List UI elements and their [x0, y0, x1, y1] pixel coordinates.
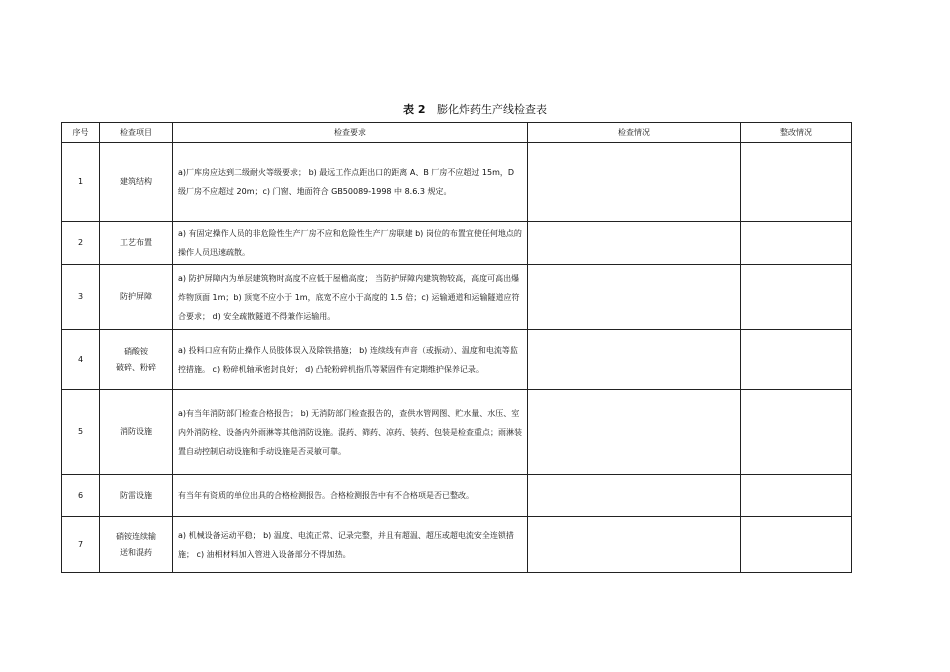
row-rectification — [741, 475, 852, 517]
table-row — [62, 475, 852, 517]
row-index: 1 — [62, 143, 100, 222]
row-status — [528, 222, 741, 265]
row-requirement: a)厂库房应达到二级耐火等级要求； b) 最远工作点距出口的距离 A、B 厂房不应超过 15m，D 级厂房不应超过 20m；c) 门窗、地面符合 GB50089-1998 中 8.6.3 规定。 — [173, 143, 528, 222]
row-item: 工艺布置 — [100, 222, 173, 265]
row-rectification — [741, 330, 852, 390]
row-item: 消防设施 — [100, 390, 173, 475]
header-row — [62, 123, 852, 143]
row-index: 3 — [62, 265, 100, 330]
row-requirement: a) 投料口应有防止操作人员肢体误入及除铁措施； b) 连续线有声音（或振动）、温度和电流等监控措施。 c) 粉碎机轴承密封良好； d) 凸轮粉碎机指爪等紧固件有定期维护保养记录。 — [173, 330, 528, 390]
row-index: 4 — [62, 330, 100, 390]
row-item: 建筑结构 — [100, 143, 173, 222]
table-row — [62, 330, 852, 390]
row-requirement: 有当年有资质的单位出具的合格检测报告。合格检测报告中有不合格项是否已整改。 — [173, 475, 528, 517]
table-caption — [0, 101, 950, 119]
row-item-line: 破碎、粉碎 — [116, 362, 156, 372]
row-status — [528, 390, 741, 475]
row-status — [528, 330, 741, 390]
row-requirement: a) 机械设备运动平稳； b) 温度、电流正常、记录完整，并且有超温、超压或超电流安全连锁措施； c) 油相材料加入管进入设备部分不得加热。 — [173, 517, 528, 573]
table-title: 膨化炸药生产线检查表 — [436, 103, 547, 116]
header-requirement: 检查要求 — [173, 123, 528, 143]
row-requirement: a) 有固定操作人员的非危险性生产厂房不应和危险性生产厂房联建 b) 岗位的布置宜使任何地点的操作人员迅速疏散。 — [173, 222, 528, 265]
header-status: 检查情况 — [528, 123, 741, 143]
row-index: 7 — [62, 517, 100, 573]
table-row — [62, 517, 852, 573]
row-rectification — [741, 390, 852, 475]
row-index: 5 — [62, 390, 100, 475]
row-item — [100, 517, 173, 573]
row-item-line: 硝酸铵 — [124, 346, 148, 356]
row-status — [528, 475, 741, 517]
row-index: 6 — [62, 475, 100, 517]
table-row — [62, 222, 852, 265]
header-item: 检查项目 — [100, 123, 173, 143]
row-rectification — [741, 222, 852, 265]
row-rectification — [741, 143, 852, 222]
table-number: 表 2 — [403, 103, 426, 116]
table-row — [62, 390, 852, 475]
row-item-line: 送和混药 — [120, 547, 152, 557]
row-item — [100, 330, 173, 390]
inspection-table — [61, 122, 852, 573]
row-status — [528, 143, 741, 222]
header-index: 序号 — [62, 123, 100, 143]
row-requirement: a)有当年消防部门检查合格报告； b) 无消防部门检查报告的，查供水管网图、贮水量、水压、室内外消防栓、设备内外雨淋等其他消防设施。混药、筛药、凉药、装药、包装是检查重点；雨淋装置自动控制启动设施和手动设施是否灵敏可靠。 — [173, 390, 528, 475]
row-index: 2 — [62, 222, 100, 265]
row-rectification — [741, 265, 852, 330]
row-item: 防护屏障 — [100, 265, 173, 330]
row-item-line: 硝铵连续输 — [116, 531, 156, 541]
row-status — [528, 265, 741, 330]
table-row — [62, 143, 852, 222]
row-item: 防雷设施 — [100, 475, 173, 517]
row-status — [528, 517, 741, 573]
table-row — [62, 265, 852, 330]
row-rectification — [741, 517, 852, 573]
header-rectification: 整改情况 — [741, 123, 852, 143]
row-requirement: a) 防护屏障内为单层建筑物时高度不应低于屋檐高度； 当防护屏障内建筑物较高，高度可高出爆炸物顶面 1m；b) 顶宽不应小于 1m，底宽不应小于高度的 1.5 倍；c) 运输通道和运输隧道应符合要求； d) 安全疏散隧道不得兼作运输用。 — [173, 265, 528, 330]
